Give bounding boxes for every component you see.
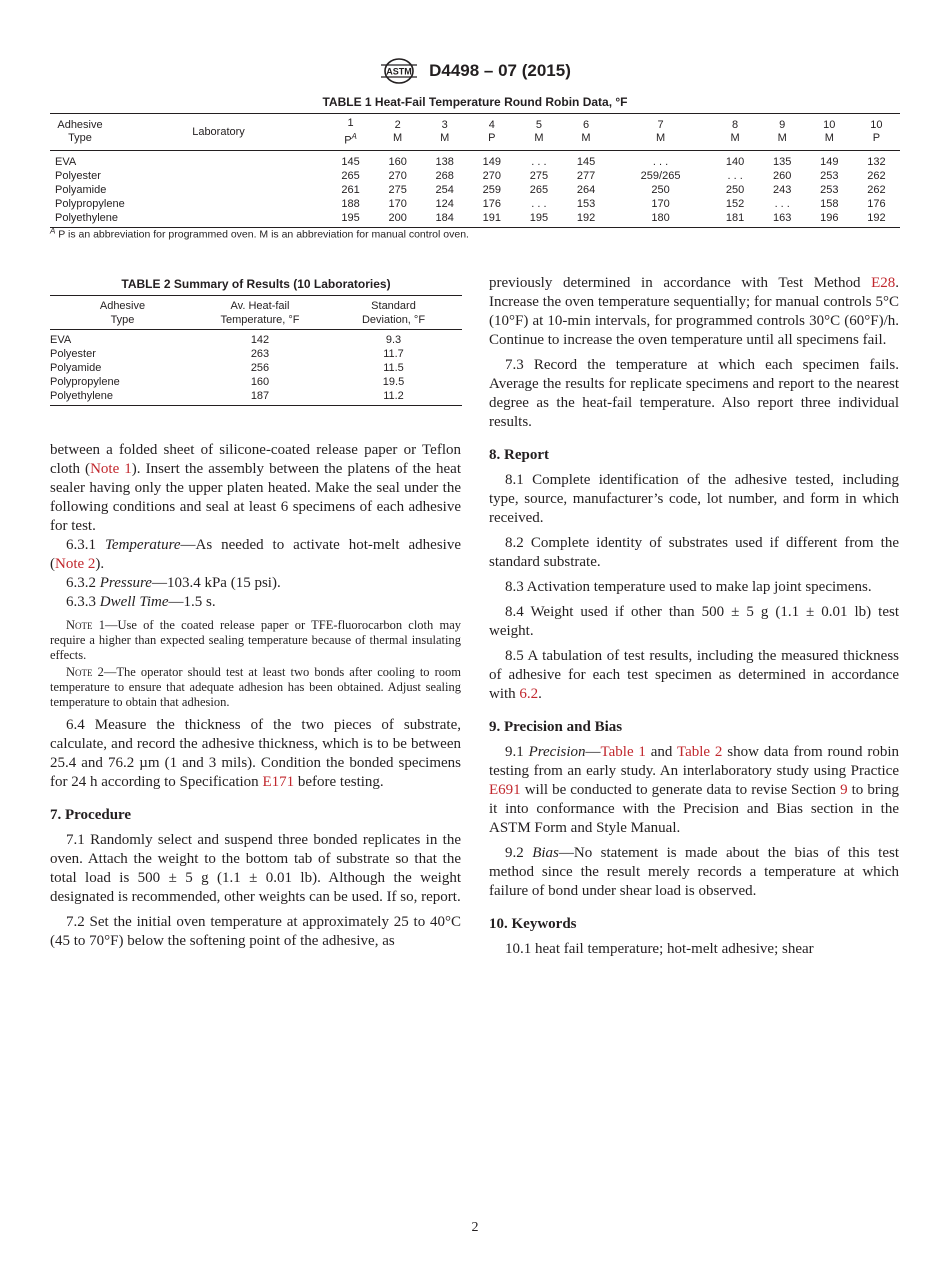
section-7-3: 7.3 Record the temperature at which each specimen fails. Average the results for replicate specimens and report to the nearest degree as the heat-fail temperature. Also report three individual results. [489,357,899,430]
table-cell-value: 138 [435,155,454,168]
table-cell-value: 188 [341,197,360,210]
table-cell-value: 196 [820,211,839,224]
table-cell-sd: 11.2 [383,390,404,402]
table1-header-row [50,114,900,151]
table-cell-avg: 142 [250,334,270,346]
table2-header-row [50,296,462,330]
table-row [50,389,462,406]
table1-header-lab: 9 M [777,119,787,145]
table1-header-lab: 4 P [488,119,496,145]
heading-keywords: 10. Keywords [489,916,577,932]
table-cell-value: 264 [576,183,596,196]
section-9-2: 9.2 Bias—No statement is made about the bias of this test method since the result merely records a temperature at which failure of bond under shear load is observed. [489,845,899,899]
table-cell-avg: 263 [250,348,270,360]
table-cell-value: 145 [576,155,596,168]
table-row [50,330,462,348]
table-cell-value: 277 [576,169,596,182]
astm-logo-icon [379,56,419,86]
right-column [489,274,899,959]
table1-header-lab: 5 M [534,119,544,145]
section-8-4: 8.4 Weight used if other than 500 ± 5 g (1.1 ± 0.01 lb) test weight. [489,604,899,639]
table-cell-adhesive: Polyamide [50,362,102,374]
table-cell-value: 195 [341,211,360,224]
table2-body [50,330,462,406]
table1-header-lab: 10 M [823,119,836,145]
table-cell-sd: 11.7 [383,348,404,360]
table-cell-value: 268 [435,169,454,182]
table-cell-adhesive: Polyester [50,348,96,360]
table1 [50,113,900,228]
left-column [50,441,461,951]
table1-caption: TABLE 1 Heat-Fail Temperature Round Robin Data, °F [322,95,628,109]
table-cell-value: 243 [773,183,792,196]
table1-header-lab: 3 M [440,119,450,145]
table-cell-value: 265 [341,169,360,182]
table-row [50,169,900,183]
heading-precision-bias: 9. Precision and Bias [489,719,623,735]
table2-link[interactable]: Table 2 [676,744,723,760]
table-cell-value: 262 [867,169,886,182]
table-cell-value: 153 [576,197,596,210]
table-cell-value: 260 [773,169,792,182]
table-cell-adhesive: EVA [50,334,72,346]
section-8-3: 8.3 Activation temperature used to make lap joint specimens. [505,579,872,595]
section-8-1: 8.1 Complete identification of the adhesive tested, including type, source, manufacturer’s code, lot number, and form in which received. [489,472,899,526]
table-cell-value: 265 [529,183,549,196]
table1-header-lab: 10 P [870,119,883,145]
e28-link[interactable]: E28 [871,275,896,291]
table-cell-value: 200 [388,211,407,224]
table-cell-value: . . . [727,169,743,182]
section-7-1: 7.1 Randomly select and suspend three bonded replicates in the oven. Attach the weight to the bottom tab of substrate so that the total load is 500 ± 5 g (1.1 ± 0.01 lb). Although the weight designated is recommended, other weights can be used. If so, report. [50,832,461,905]
table-cell-value: . . . [531,197,547,210]
table-cell-value: 176 [867,197,886,210]
table-cell-value: 250 [725,183,745,196]
section-6-2-link[interactable]: 6.2 [519,686,539,702]
table1-header-lab: 1 $P^A$ [344,117,357,147]
table-cell-value: 270 [388,169,407,182]
table-cell-sd: 19.5 [382,376,405,388]
table-row [50,211,900,228]
note-2: Note 2—The operator should test at least two bonds after cooling to room temperature to ensure that adequate adhesion has been obtained. Adjust sealing temperature to obtain that adhesion. [50,665,461,709]
table-cell-value: 275 [388,183,407,196]
table-cell-adhesive: Polyethylene [55,211,118,224]
e171-link[interactable]: E171 [262,774,295,790]
section-8-5: 8.5 A tabulation of test results, including the measured thickness of adhesive for each test specimen as determined in accordance with 6.2. [489,648,899,702]
table-cell-value: 262 [867,183,886,196]
section-10-1: 10.1 heat fail temperature; hot-melt adhesive; shear [505,941,814,957]
table1-header-lab: 7 M [655,119,666,145]
table2 [50,295,462,406]
table-cell-value: 170 [651,197,670,210]
table-cell-value: 259/265 [640,169,681,182]
table-cell-value: 163 [773,211,792,224]
table-cell-value: 132 [867,155,886,168]
table-cell-value: 254 [435,183,454,196]
table2-header-sd: Standard Deviation, °F [361,300,426,326]
table1-header-type: Adhesive Type [57,119,103,145]
table-cell-value: 149 [482,155,501,168]
table1-body [50,150,900,227]
table-row [50,183,900,197]
table-cell-value: 152 [725,197,745,210]
table-cell-value: 170 [388,197,407,210]
svg-text:ASTM: ASTM [386,66,412,77]
table-cell-value: 270 [482,169,501,182]
table-cell-value: 184 [435,211,454,224]
table-cell-value: . . . [531,155,547,168]
table-cell-avg: 160 [250,376,270,388]
note1-link[interactable]: Note 1 [90,461,132,477]
table1-footnote: $^A$ P is an abbreviation for programmed oven. M is an abbreviation for manual control oven. [50,226,469,241]
table-cell-value: 275 [529,169,549,182]
section-9-1: 9.1 Precision—Table 1 and Table 2 show data from round robin testing from an early study. An interlaboratory study using Practice E691 will be conducted to generate data to revise Section 9 to bring it into conformance with the Precision and Bias section in the ASTM Form and Style Manual. [489,744,899,836]
table2-header-avg: Av. Heat-fail Temperature, °F [220,300,300,326]
table-cell-value: . . . [774,197,790,210]
page-number: 2 [471,1220,479,1235]
table-cell-value: 140 [725,155,745,168]
table-cell-value: 145 [341,155,360,168]
section-6-3-2: 6.3.2 Pressure—103.4 kPa (15 psi). [66,575,281,591]
table-cell-value: 192 [576,211,596,224]
table1-header-lab: 8 M [730,119,740,145]
table-cell-value: 124 [435,197,454,210]
table-cell-value: 250 [651,183,670,196]
table1-header-lab: 6 M [581,119,591,145]
section-6-3-1: 6.3.1 Temperature—As needed to activate hot-melt adhesive (Note 2). [50,537,461,572]
table-row [50,347,462,361]
table-cell-value: . . . [652,155,669,168]
paragraph-7-2-cont: previously determined in accordance with Test Method E28. Increase the oven temperature sequentially; for manual controls 5°C (10°F) at 10-min intervals, for programmed controls 30°C (60°F)/h. Continue to increase the oven temperature until all specimens fail. [489,275,899,348]
table2-header-type: Adhesive Type [99,300,146,326]
table-cell-avg: 187 [250,390,270,402]
table-row [50,361,462,375]
table-cell-sd: 11.5 [383,362,404,374]
table-row [50,375,462,389]
table2-caption: TABLE 2 Summary of Results (10 Laboratories) [121,277,391,291]
table-row [50,197,900,211]
table1-header-lab: 2 M [393,119,403,145]
table-cell-value: 176 [482,197,501,210]
note2-link[interactable]: Note 2 [55,556,96,572]
page-header [0,56,950,86]
table-cell-adhesive: Polyamide [55,183,107,196]
table-cell-value: 149 [820,155,839,168]
e691-link[interactable]: E691 [489,782,521,798]
section-9-link[interactable]: 9 [840,782,848,798]
table-cell-adhesive: EVA [55,155,77,168]
table-cell-value: 158 [820,197,839,210]
table-cell-adhesive: Polyester [55,169,101,182]
paragraph-6-3-cont: between a folded sheet of silicone-coated release paper or Teflon cloth (Note 1). Insert the assembly between the platens of the heat sealer having only the upper platen heated. Make the seal under the following conditions and seal at least 6 specimens of each adhesive for test. [50,442,461,534]
heading-report: 8. Report [489,447,549,463]
table-cell-value: 192 [867,211,886,224]
section-7-2: 7.2 Set the initial oven temperature at approximately 25 to 40°C (45 to 70°F) below the softening point of the adhesive, as [50,914,461,949]
table1-header-laboratory: Laboratory [192,125,245,138]
table-cell-value: 181 [725,211,745,224]
heading-procedure: 7. Procedure [50,807,132,823]
table-cell-adhesive: Polypropylene [55,197,125,210]
table-cell-value: 135 [773,155,792,168]
table1-link[interactable]: Table 1 [600,744,646,760]
section-8-2: 8.2 Complete identity of substrates used if different from the standard substrate. [489,535,899,570]
table-cell-sd: 9.3 [385,334,402,346]
section-6-3-3: 6.3.3 Dwell Time—1.5 s. [66,594,216,610]
table-cell-value: 253 [820,183,839,196]
section-6-4: 6.4 Measure the thickness of the two pieces of substrate, calculate, and record the adhesive thickness, which is to be between 25.4 and 76.2 µm (1 and 3 mils). Condition the bonded specimens for 24 h according to Specification E171 before testing. [50,717,461,790]
standard-designation: D4498 – 07 (2015) [429,61,571,80]
table-cell-adhesive: Polyethylene [50,390,113,402]
table-cell-value: 191 [482,211,501,224]
table-cell-value: 180 [651,211,670,224]
note-1: Note 1—Use of the coated release paper or TFE-fluorocarbon cloth may require a higher than expected sealing temperature because of thermal insulating effects. [50,618,461,662]
table-cell-value: 253 [820,169,839,182]
table-cell-value: 259 [482,183,501,196]
table-cell-value: 195 [529,211,549,224]
table-cell-value: 160 [388,155,407,168]
table-cell-avg: 256 [250,362,270,374]
table-cell-adhesive: Polypropylene [50,376,120,388]
table-cell-value: 261 [341,183,360,196]
table-row [50,150,900,169]
